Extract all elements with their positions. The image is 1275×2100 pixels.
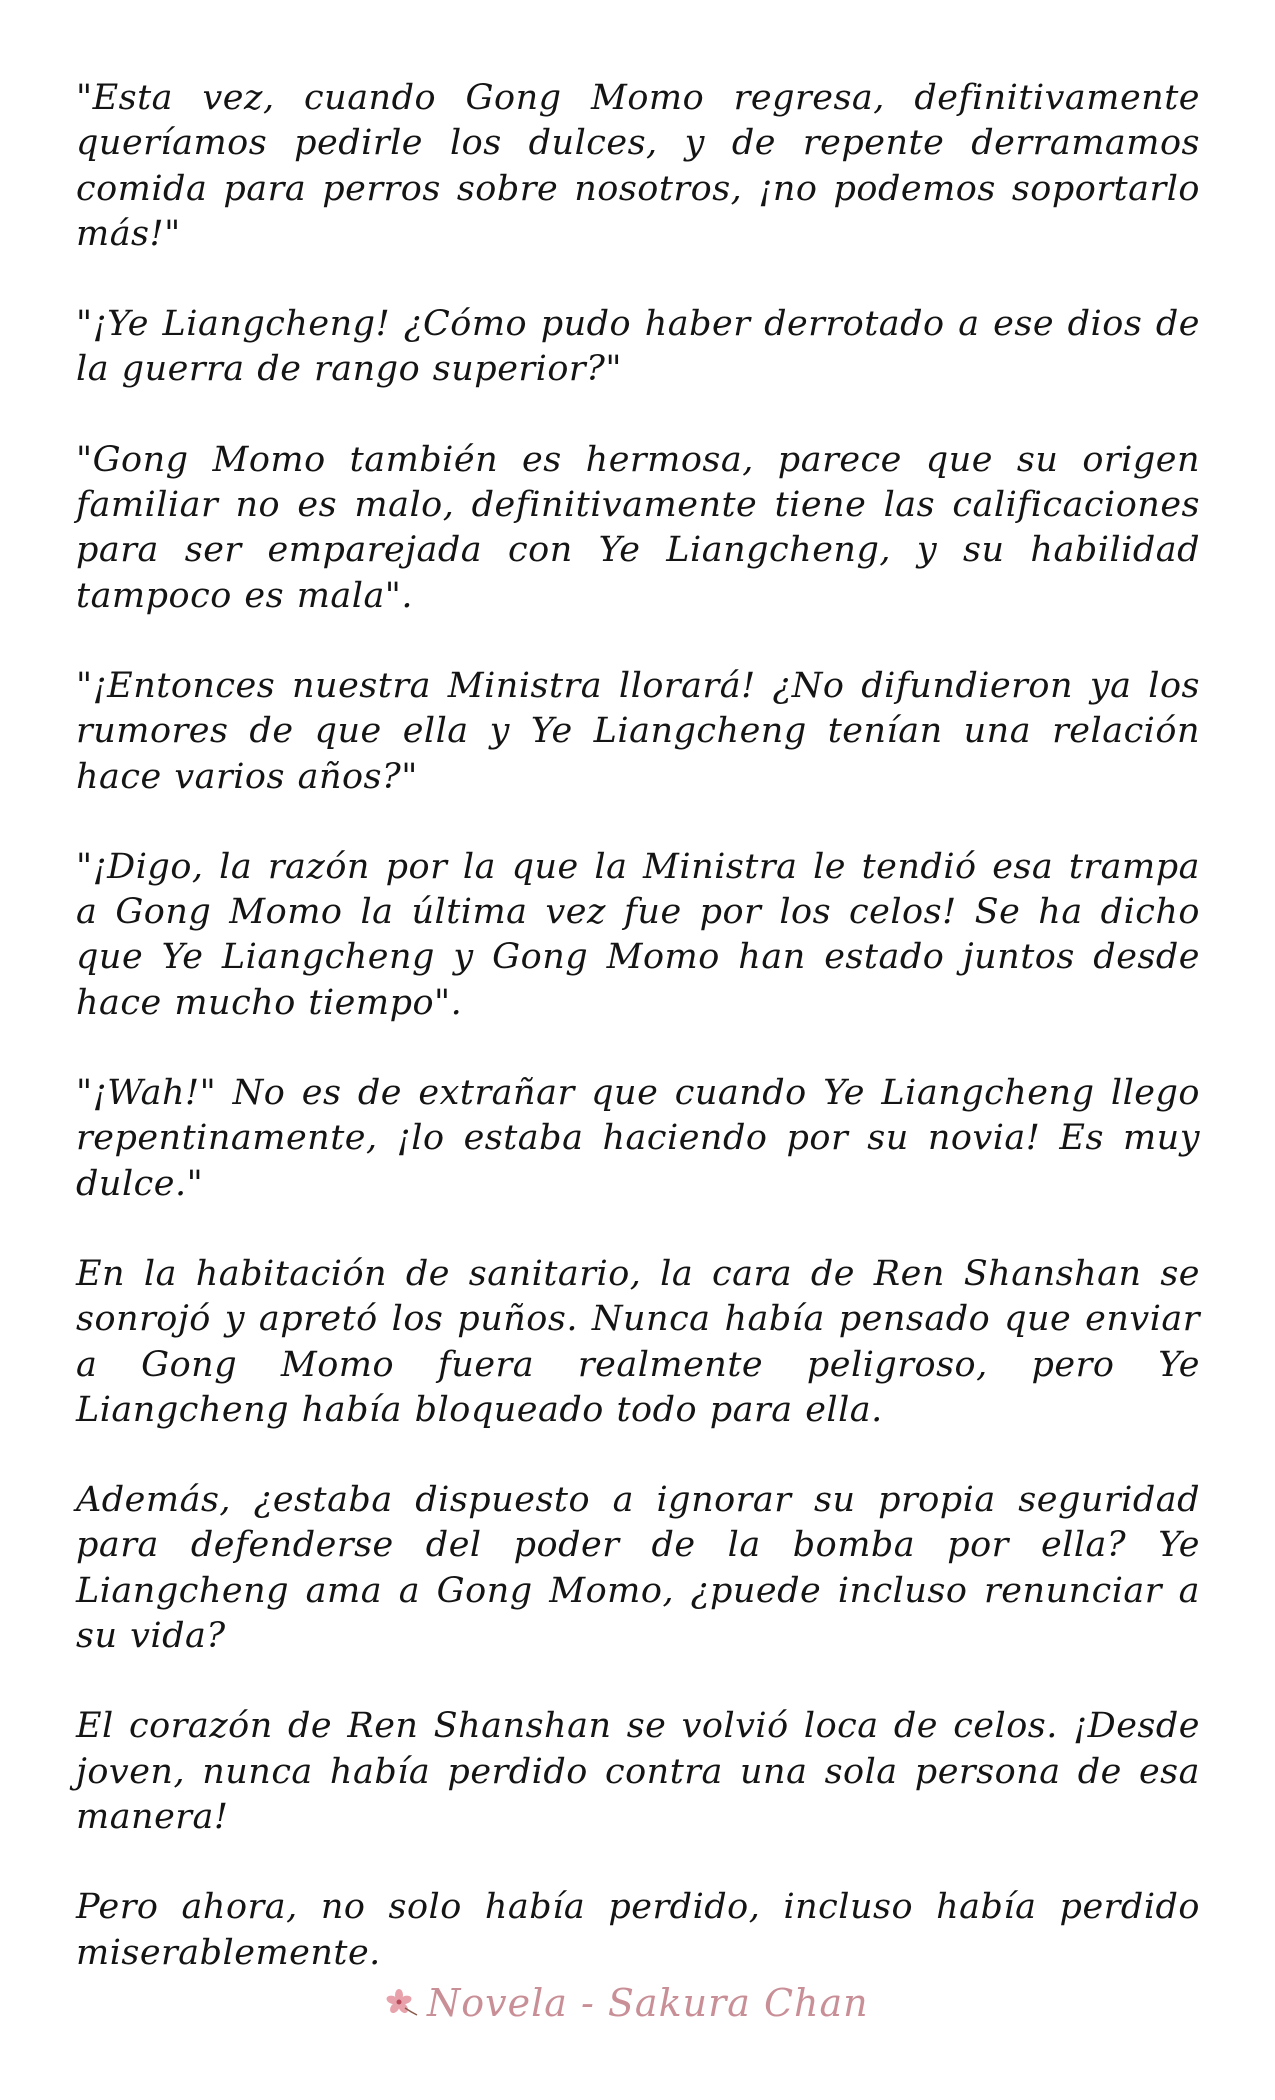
paragraph-1: "Esta vez, cuando Gong Momo regresa, definitivamente queríamos pedirle los dulces, y de repente derramamos comida para perros sobre nosotros, ¡no podemos soportarlo más!" [76,78,1200,254]
document-body [76,76,1200,1976]
paragraph-4: "¡Entonces nuestra Ministra llorará! ¿No difundieron ya los rumores de que ella y Ye Liangcheng tenían una relación hace varios años?" [76,665,1200,797]
paragraph-9: El corazón de Ren Shanshan se volvió loca de celos. ¡Desde joven, nunca había perdido contra una sola persona de esa manera! [76,1706,1200,1837]
paragraph-7: En la habitación de sanitario, la cara de Ren Shanshan se sonrojó y apretó los puños. Nunca había pensado que enviar a Gong Momo fuera realmente peligroso, pero Ye Liangcheng había bloqueado todo para ella. [76,1253,1200,1430]
watermark-text: Novela - Sakura Chan [427,1981,869,2025]
paragraph-6: "¡Wah!" No es de extrañar que cuando Ye Liangcheng llego repentinamente, ¡lo estaba haciendo por su novia! Es muy dulce." [76,1073,1200,1204]
sakura-flower-icon [385,1988,419,2018]
paragraph-8: Además, ¿estaba dispuesto a ignorar su propia seguridad para defenderse del poder de la bomba por ella? Ye Liangcheng ama a Gong Momo, ¿puede incluso renunciar a su vida? [76,1480,1200,1657]
paragraph-2: "¡Ye Liangcheng! ¿Cómo pudo haber derrotado a ese dios de la guerra de rango superior?" [76,304,1200,390]
paragraph-3: "Gong Momo también es hermosa, parece que su origen familiar no es malo, definitivamente tiene las calificaciones para ser emparejada con Ye Liangcheng, y su habilidad tampoco es mala". [76,439,1200,616]
paragraph-10: Pero ahora, no solo había perdido, incluso había perdido miserablemente. [76,1887,1200,1973]
paragraph-5: "¡Digo, la razón por la que la Ministra le tendió esa trampa a Gong Momo la última vez fue por los celos! Se ha dicho que Ye Liangcheng y Gong Momo han estado juntos desde hace mucho tiempo". [76,846,1200,1023]
watermark [385,1978,869,2028]
